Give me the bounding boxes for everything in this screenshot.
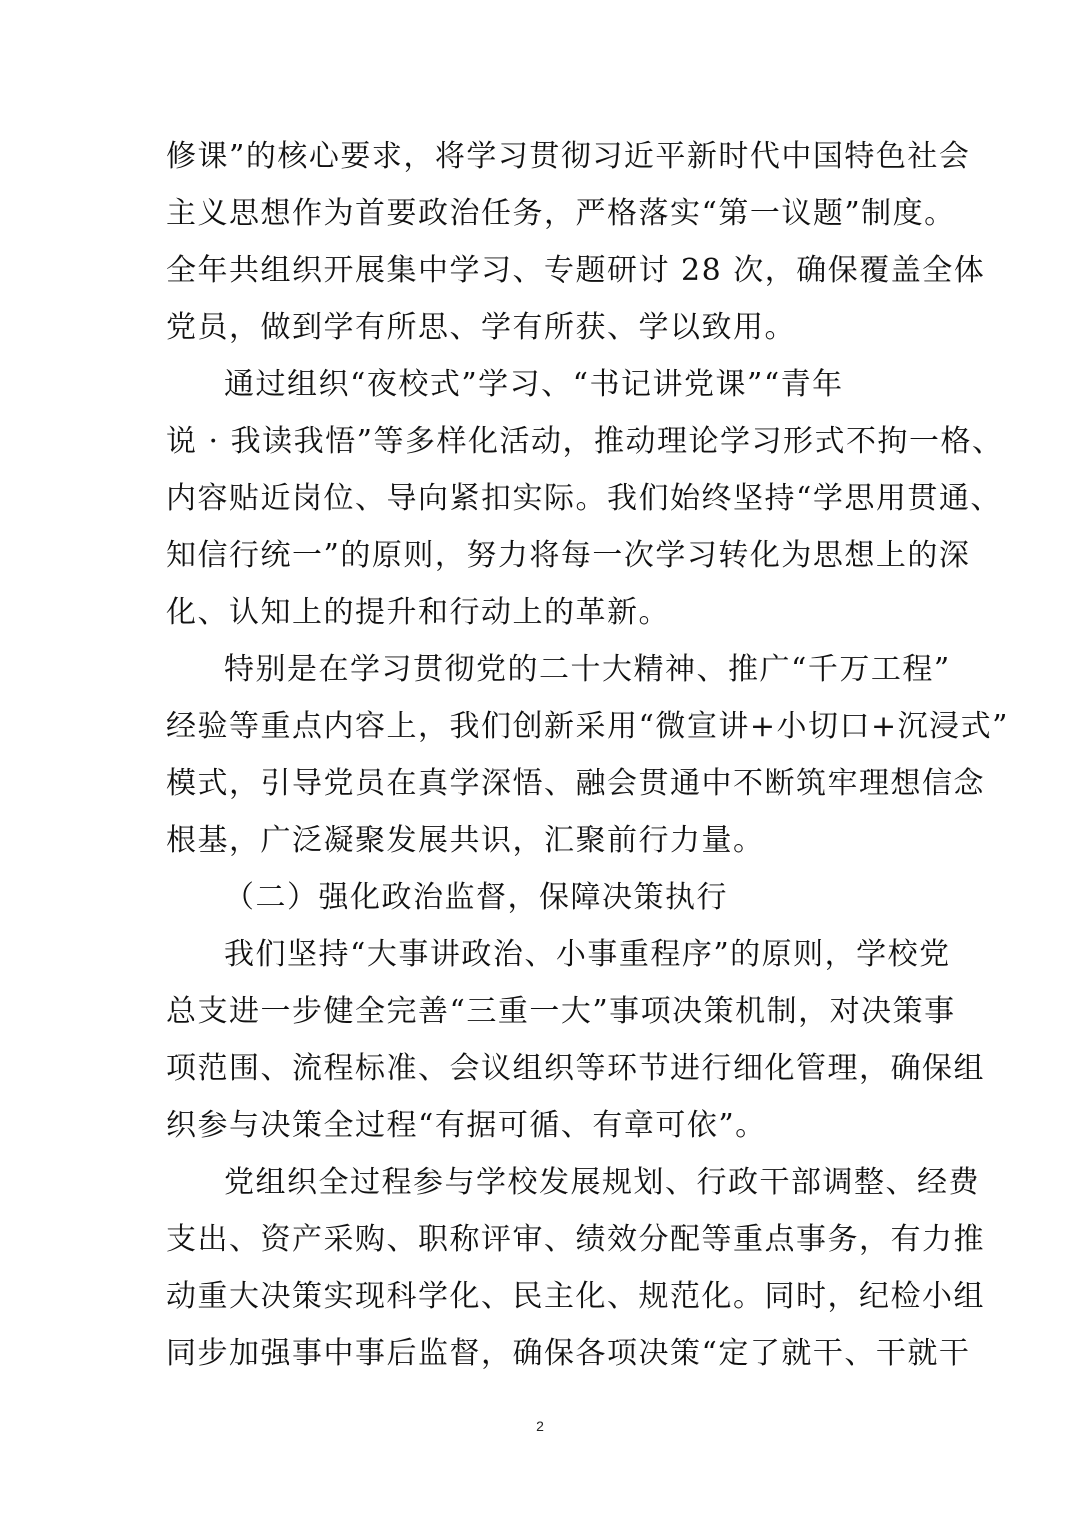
paragraph-first-line: 通过组织“夜校式”学习、“书记讲党课”“青年 [224, 367, 844, 402]
page-number: 2 [536, 1418, 544, 1434]
text-line: 化、认知上的提升和行动上的革新。 [166, 595, 670, 630]
text-line: 支出、资产采购、职称评审、绩效分配等重点事务，有力推 [166, 1222, 985, 1257]
text-line: 知信行统一”的原则，努力将每一次学习转化为思想上的深 [166, 538, 971, 573]
text-line: 说 · 我读我悟”等多样化活动，推动理论学习形式不拘一格、 [166, 424, 1004, 459]
text-line: 修课”的核心要求，将学习贯彻习近平新时代中国特色社会 [166, 139, 971, 174]
text-line: 经验等重点内容上，我们创新采用“微宣讲+小切口+沉浸式” [166, 709, 1009, 744]
text-line: 内容贴近岗位、导向紧扣实际。我们始终坚持“学思用贯通、 [166, 481, 1002, 516]
text-line: 全年共组织开展集中学习、专题研讨 28 次，确保覆盖全体 [166, 253, 986, 288]
text-line: 动重大决策实现科学化、民主化、规范化。同时，纪检小组 [166, 1279, 985, 1314]
section-heading: （二）强化政治监督，保障决策执行 [224, 880, 728, 915]
text-line: 主义思想作为首要政治任务，严格落实“第一议题”制度。 [166, 196, 956, 231]
text-line: 根基，广泛凝聚发展共识，汇聚前行力量。 [166, 823, 765, 858]
text-line: 项范围、流程标准、会议组织等环节进行细化管理，确保组 [166, 1051, 985, 1086]
paragraph-first-line: 党组织全过程参与学校发展规划、行政干部调整、经费 [224, 1165, 980, 1200]
text-line: 总支进一步健全完善“三重一大”事项决策机制，对决策事 [166, 994, 956, 1029]
paragraph-first-line: 特别是在学习贯彻党的二十大精神、推广“千万工程” [224, 652, 951, 687]
paragraph-first-line: 我们坚持“大事讲政治、小事重程序”的原则，学校党 [224, 937, 951, 972]
document-body [166, 128, 1009, 1382]
text-line: 同步加强事中事后监督，确保各项决策“定了就干、干就干 [166, 1336, 971, 1371]
text-line: 模式，引导党员在真学深悟、融会贯通中不断筑牢理想信念 [166, 766, 985, 801]
text-line: 党员，做到学有所思、学有所获、学以致用。 [166, 310, 796, 345]
text-line: 织参与决策全过程“有据可循、有章可依”。 [166, 1108, 767, 1143]
